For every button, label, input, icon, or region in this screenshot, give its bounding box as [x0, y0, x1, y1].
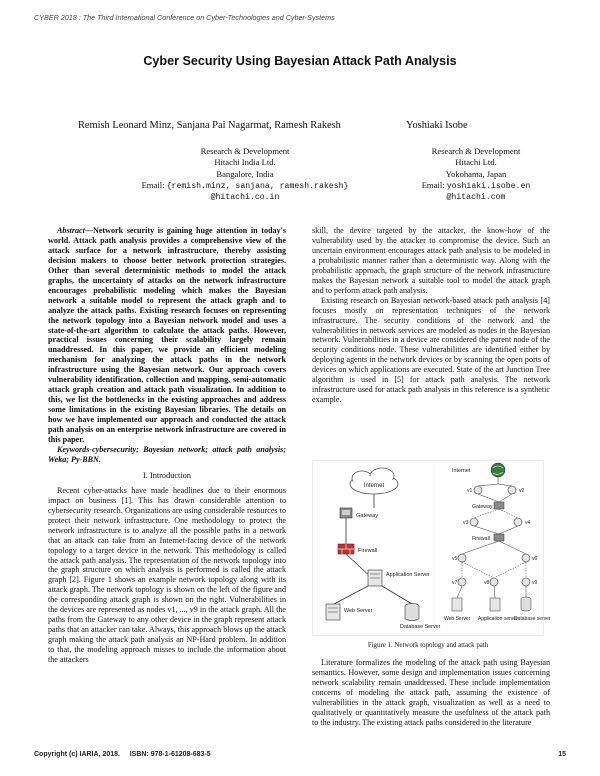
figure-1-caption: Figure 1. Network topology and attack path	[367, 642, 489, 649]
web-server-icon	[326, 604, 340, 620]
graph-node-v5: v5	[452, 556, 458, 562]
running-header: CYBER 2018 : The Third International Conference on Cyber-Technologies and Cyber-Systems	[34, 13, 335, 22]
graph-web-server-label: Web Server	[444, 616, 471, 622]
right-author-affiliation	[396, 146, 556, 203]
network-figure-svg	[312, 460, 551, 636]
graph-node-v8: v8	[484, 580, 490, 586]
right-paragraph-3: Literature formalizes the modeling of the attack path using Bayesian semantics. However, some design and implementation issues concerning network scalability remain unaddressed. These include implementation concerns of modeling the attack path, assuming the existence of vulnerabilities in the attack graph, visualization as well as a need to qualitatively or quantitatively measure the usefulness of the attack path to the industry. The existing attack paths considered in the literature	[312, 658, 550, 727]
left-author-affiliation	[130, 146, 360, 203]
gateway-icon	[340, 508, 352, 518]
graph-database-icon	[521, 597, 531, 611]
graph-node-v4: v4	[525, 520, 531, 526]
section-heading-introduction: I. Introduction	[143, 470, 191, 480]
figure-1	[312, 460, 551, 636]
right-column-bottom	[312, 658, 550, 728]
left-city: Bangalore, India	[216, 168, 274, 179]
firewall-icon	[338, 544, 354, 554]
topo-app-server-label: Application Server	[386, 572, 430, 578]
app-server-icon	[368, 570, 382, 586]
topo-firewall-label: Firewall	[358, 548, 378, 554]
cloud-icon	[350, 468, 398, 494]
footer-isbn: ISBN: 978-1-61208-683-5	[129, 751, 211, 758]
graph-firewall-label: Firewall	[472, 536, 490, 542]
graph-node-v2: v2	[519, 488, 525, 494]
right-department: Research & Development	[431, 146, 521, 156]
topo-gateway-label: Gateway	[356, 513, 379, 519]
graph-node-v7: v7	[452, 580, 458, 586]
graph-node-v1: v1	[467, 488, 473, 494]
right-paragraph-2: Existing research on Bayesian network-based attack path analysis [4] focuses mostly on representation techniques of the network infrastructure. The security conditions of the network and the vulnerabilities in network services are modeled as nodes in the Bayesian network. Vulnerabilities in a device are considered the parent node of the security conditions node. These vulnerabilities are identified either by deploying agents in the network devices or by scanning the open ports of devices on which applications are executed. State of the art Junction Tree algorithm is used in [5] for attack path analysis. The network infrastructure used for attack path analysis in this reference is a synthetic example.	[312, 295, 550, 405]
graph-gateway-label: Gateway	[472, 504, 493, 510]
page-number: 15	[558, 751, 566, 758]
left-department: Research & Development	[200, 146, 290, 156]
left-column	[48, 226, 286, 665]
right-email-domain: @hitachi.com	[446, 193, 506, 203]
intro-paragraph: Recent cyber-attacks have made headlines due to their enormous impact on business [1]. This has drawn considerable attention to cybersecurity research. Organizations are using considerable resources to protect their network infrastructure. One methodology to protect the network infrastructure is to analyze all the possible paths in a network that an attack can take from an Internet-facing device of the network topology to a target device in the network. This methodology is called the attack path analysis. The representation of the network topology into the graph structure on which analysis is performed is called the attack graph [2]. Figure 1 shows an example network topology along with its attack graph. The network topology is shown on the left of the figure and the corresponding attack graph is shown on the right. Vulnerabilities in the devices are represented as nodes v1, ..., v9 in the attack graph. All the paths from the Gateway to any other device in the graph represent attack paths that an attacker can take. Always, this approach blows up the attack graph making the attack path analysis an NP-Hard problem. In addition to that, the modeling approach misses to include the information about the attackers	[48, 485, 286, 665]
graph-gateway-icon	[494, 502, 504, 509]
right-paragraph-1: skill, the device targeted by the attacker, the know-how of the vulnerability used by the attacker to compromise the device. Such an uncertain environment encourages attack path analysis to be modeled in a probabilistic manner rather than a deterministic way. Along with the probabilistic approach, the graph structure of the network infrastructure makes the Bayesian network a suitable tool to model the attack graph and to perform attack path analysis.	[312, 226, 550, 295]
topo-internet-label: Internet	[363, 483, 385, 489]
abstract	[48, 226, 286, 445]
right-city: Yokohama, Japan	[445, 168, 507, 179]
right-org: Hitachi Ltd.	[455, 157, 497, 168]
graph-web-server-icon	[452, 598, 462, 611]
paper-title: Cyber Security Using Bayesian Attack Path Analysis	[143, 54, 457, 68]
left-org: Hitachi India Ltd.	[214, 157, 276, 168]
graph-app-server-icon	[490, 598, 500, 611]
keywords: Keywords-cybersecurity; Bayesian network; attack path analysis; Weka; Py-BBN.	[48, 444, 286, 464]
left-email: Email: {remish.minz, sanjana, ramesh.rakesh}	[141, 179, 349, 191]
left-author-names: Remish Leonard Minz, Sanjana Pai Nagarmat, Ramesh Rakesh	[78, 120, 341, 131]
globe-icon	[491, 463, 505, 477]
right-author-names: Yoshiaki Isobe	[406, 120, 468, 131]
graph-db-server-label: Database server	[514, 616, 551, 622]
graph-node-v9: v9	[532, 580, 538, 586]
graph-app-server-label: Application server	[478, 616, 518, 622]
topo-db-server-label: Database Server	[400, 624, 441, 630]
left-email-domain: @hitachi.co.in	[210, 193, 280, 203]
topo-web-server-label: Web Server	[344, 608, 373, 614]
graph-firewall-icon	[494, 534, 504, 541]
right-email: Email: yoshiaki.isobe.en	[421, 179, 531, 191]
graph-internet-label: Internet	[452, 468, 471, 474]
abstract-label: Abstract	[57, 226, 85, 235]
graph-node-v3: v3	[463, 520, 469, 526]
abstract-text: —Network security is gaining huge attention in today's world. Attack path analysis provides a comprehensive view of the attack surface for a network infrastructure, thereby assisting decision makers to choose better network protection strategies. Other than several deterministic methods to model the attack graphs, the uncertainty of attacks on the network infrastructure encourages probabilistic modeling which makes the Bayesian network a suitable model to represent the attack graph and to analyze the attack paths. Existing research focuses on representing the network topology into a Bayesian network model and uses a state-of-the-art algorithm to calculate the attack paths. However, practical issues concerning their scalability largely remain unaddressed. In this paper, we provide an efficient modeling mechanism for analyzing the attack paths in the network infrastructure using the Bayesian network. Our approach covers vulnerability identification, collection and mapping, semi-automatic attack graph creation and attack path visualization. In addition to this, we list the bottlenecks in the existing approaches and address some limitations in the existing Bayesian libraries. The details on how we have implemented our approach and conducted the attack path analysis on an enterprise network infrastructure are covered in this paper.	[48, 226, 286, 445]
database-icon	[405, 603, 419, 620]
footer-copyright: Copyright (c) IARIA, 2018.	[34, 751, 120, 758]
graph-node-v6: v6	[532, 556, 538, 562]
page-footer	[34, 751, 566, 758]
right-column-top	[312, 226, 550, 405]
